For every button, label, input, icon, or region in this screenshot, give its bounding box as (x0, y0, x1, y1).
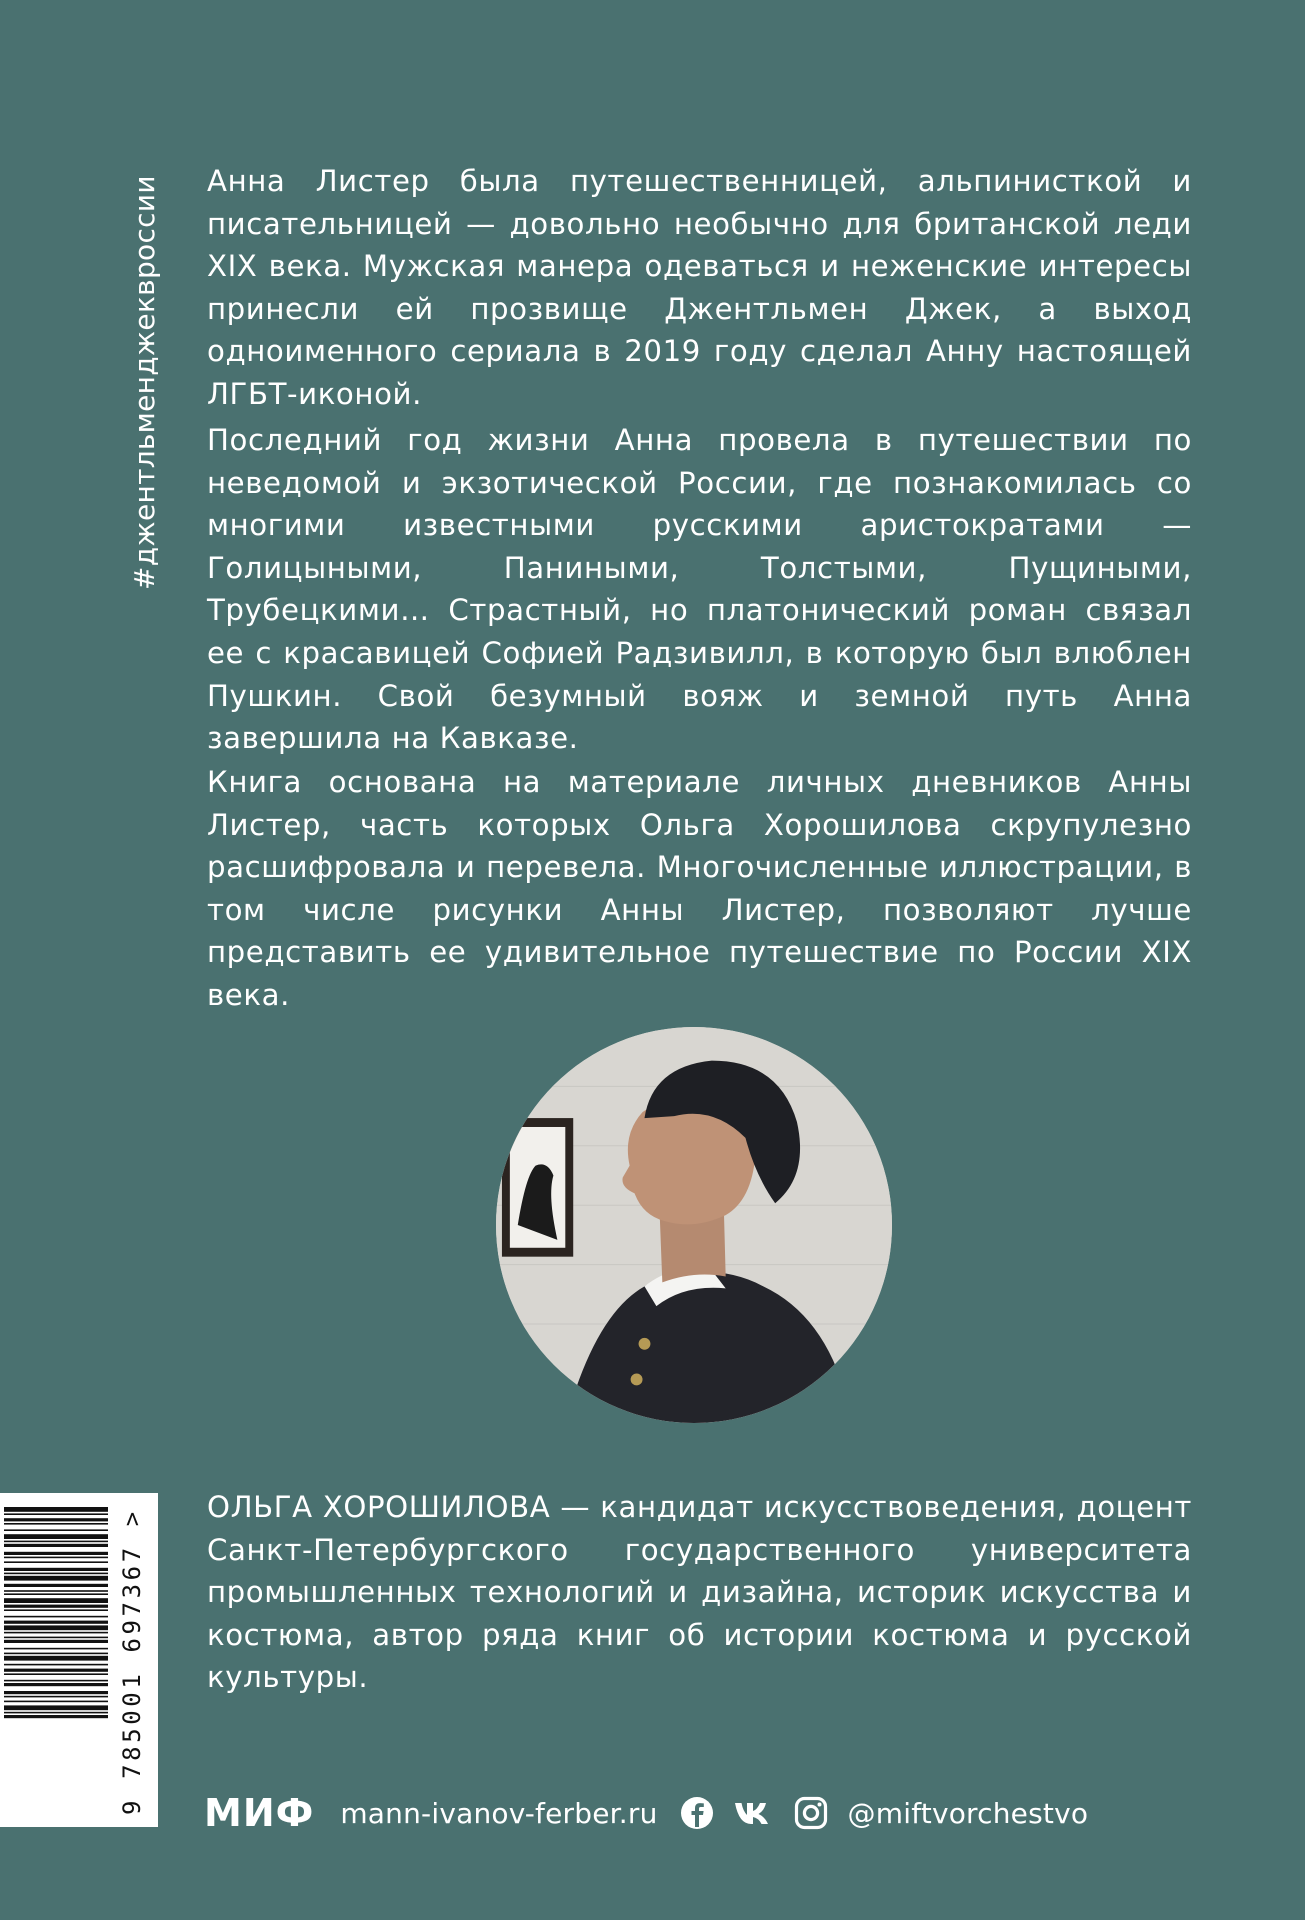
barcode-bar (4, 1557, 108, 1559)
isbn-barcode (0, 1493, 158, 1827)
barcode-bar (4, 1696, 108, 1698)
barcode-bar (4, 1625, 108, 1630)
paragraph-text: Последний год жизни Анна провела в путешествии по неведомой и экзотической России, где познакомилась со многими известными русскими аристократами — Голицыными, Паниными, Толстыми, Пущиными, Трубецкими… Страстный, но платонический роман связал ее с красавицей Софией Радзивилл, в которую был влюблен Пушкин. Свой безумный вояж и земной путь Анна завершила на Кавказе. (207, 423, 1192, 756)
barcode-bars (0, 1493, 112, 1827)
barcode-bar (4, 1669, 108, 1672)
vk-icon[interactable] (734, 1800, 774, 1826)
barcode-bar (4, 1534, 108, 1539)
barcode-bar (4, 1701, 108, 1703)
social-handle[interactable]: @miftvorchestvo (847, 1796, 1089, 1830)
barcode-bar (4, 1518, 108, 1521)
barcode-bar (4, 1705, 108, 1710)
barcode-bar (4, 1590, 108, 1592)
website-link[interactable]: mann-ivanov-ferber.ru (340, 1796, 658, 1830)
barcode-bar (4, 1529, 108, 1531)
barcode-bar (4, 1513, 108, 1515)
barcode-bar (4, 1653, 108, 1655)
barcode-bar (4, 1656, 108, 1661)
barcode-bar (4, 1568, 108, 1571)
barcode-bar (4, 1593, 108, 1595)
description-paragraph-2 (207, 419, 1192, 760)
barcode-bar (4, 1552, 108, 1555)
publisher-logo: МИФ (204, 1791, 315, 1835)
barcode-bar (4, 1616, 108, 1618)
description-paragraph-1 (207, 160, 1192, 416)
vertical-hashtag: #джентльменджеквроссии (128, 175, 161, 590)
barcode-bar (4, 1715, 108, 1718)
author-portrait (496, 1027, 892, 1423)
publisher-footer (204, 1788, 1088, 1838)
barcode-bar (4, 1640, 108, 1643)
author-bio-text: ОЛЬГА ХОРОШИЛОВА — кандидат искусствоведения, доцент Санкт-Петербургского государственного университета промышленных технологий и дизайна, историк искусства и костюма, автор ряда книг об истории костюма и русской культуры. (207, 1490, 1192, 1695)
author-bio (207, 1486, 1192, 1699)
facebook-icon[interactable] (680, 1796, 714, 1830)
barcode-bar (4, 1541, 108, 1543)
barcode-bar (4, 1523, 108, 1525)
barcode-bar (4, 1632, 108, 1634)
barcode-digits: 9 785001 697367 > (118, 1508, 146, 1815)
paragraph-text: Анна Листер была путешественницей, альпинисткой и писательницей — довольно необычно для британской леди XIX века. Мужская манера одеваться и неженские интересы принесли ей прозвище Джентльмен Джек, а выход одноименного сериала в 2019 году сделал Анну настоящей ЛГБТ-иконой. (207, 164, 1192, 411)
barcode-bar (4, 1605, 108, 1608)
barcode-bar (4, 1507, 108, 1512)
paragraph-text: Книга основана на материале личных дневников Анны Листер, часть которых Ольга Хорошилова скрупулезно расшифровала и перевела. Многочисленные иллюстрации, в том числе рисунки Анны Листер, позволяют лучше представить ее удивительное путешествие по России XIX века. (207, 765, 1192, 1012)
barcode-bar (4, 1712, 108, 1714)
barcode-bar (4, 1673, 108, 1675)
barcode-bar (4, 1621, 108, 1624)
barcode-bar (4, 1561, 108, 1563)
barcode-bar (4, 1637, 108, 1639)
barcode-bar (4, 1598, 108, 1603)
barcode-bar (4, 1664, 108, 1666)
barcode-bar (4, 1680, 108, 1682)
barcode-bar (4, 1584, 108, 1587)
barcode-bar (4, 1609, 108, 1611)
barcode-bar (4, 1573, 108, 1575)
description-paragraph-3 (207, 761, 1192, 1017)
barcode-bar (4, 1683, 108, 1686)
barcode-bar (4, 1544, 108, 1547)
instagram-icon[interactable] (794, 1796, 828, 1830)
barcode-bar (4, 1576, 108, 1581)
author-portrait-illustration (496, 1027, 892, 1423)
barcode-bar (4, 1691, 108, 1694)
barcode-bar (4, 1648, 108, 1650)
